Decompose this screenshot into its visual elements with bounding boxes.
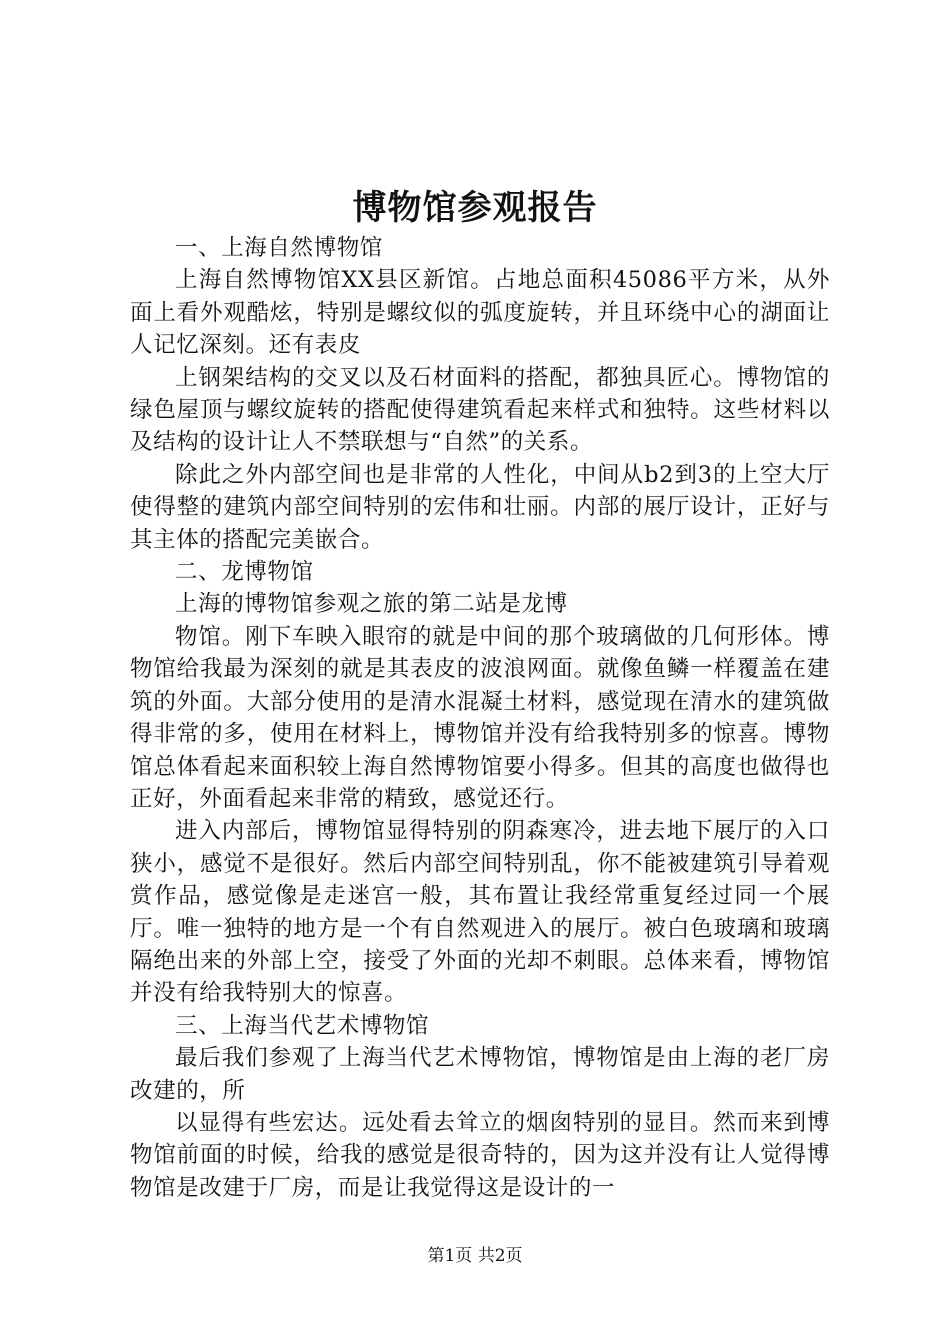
body-paragraph: 最后我们参观了上海当代艺术博物馆，博物馆是由上海的老厂房改建的，所 [130,1045,830,1104]
body-paragraph: 以显得有些宏达。远处看去耸立的烟囱特别的显目。然而来到博物馆前面的时候，给我的感觉是很奇特的，因为这并没有让人觉得博物馆是改建于厂房，而是让我觉得这是设计的一 [130,1109,830,1201]
section-heading: 三、上海当代艺术博物馆 [175,1012,430,1039]
body-paragraph: 上海的博物馆参观之旅的第二站是龙博 [175,591,568,618]
body-paragraph: 物馆。刚下车映入眼帘的就是中间的那个玻璃做的几何形体。博物馆给我最为深刻的就是其表皮的波浪网面。就像鱼鳞一样覆盖在建筑的外面。大部分使用的是清水混凝土材料，感觉现在清水的建筑做得非常的多，使用在材料上，博物馆并没有给我特别多的惊喜。博物馆总体看起来面积较上海自然博物馆要小得多。但其的高度也做得也正好，外面看起来非常的精致，感觉还行。 [130,623,830,812]
page-footer: 第1页 共2页 [427,1246,523,1266]
body-paragraph: 上钢架结构的交叉以及石材面料的搭配，都独具匠心。博物馆的绿色屋顶与螺纹旋转的搭配使得建筑看起来样式和独特。这些材料以及结构的设计让人不禁联想与“自然”的关系。 [130,364,830,456]
section-heading: 二、龙博物馆 [175,559,314,586]
body-paragraph: 上海自然博物馆XX县区新馆。占地总面积45086平方米，从外面上看外观酷炫，特别是螺纹似的弧度旋转，并且环绕中心的湖面让人记忆深刻。还有表皮 [130,267,830,359]
section-heading: 一、上海自然博物馆 [175,235,383,261]
body-paragraph: 除此之外内部空间也是非常的人性化，中间从b2到3的上空大厅使得整的建筑内部空间特别的宏伟和壮丽。内部的展厅设计，正好与其主体的搭配完美嵌合。 [130,461,830,553]
page-title: 博物馆参观报告 [352,188,598,228]
document-body [130,232,830,1204]
body-paragraph: 进入内部后，博物馆显得特别的阴森寒冷，进去地下展厅的入口狭小，感觉不是很好。然后内部空间特别乱，你不能被建筑引导着观赏作品，感觉像是走迷宫一般，其布置让我经常重复经过同一个展厅。唯一独特的地方是一个有自然观进入的展厅。被白色玻璃和玻璃隔绝出来的外部上空，接受了外面的光却不刺眼。总体来看，博物馆并没有给我特别大的惊喜。 [130,818,830,1007]
